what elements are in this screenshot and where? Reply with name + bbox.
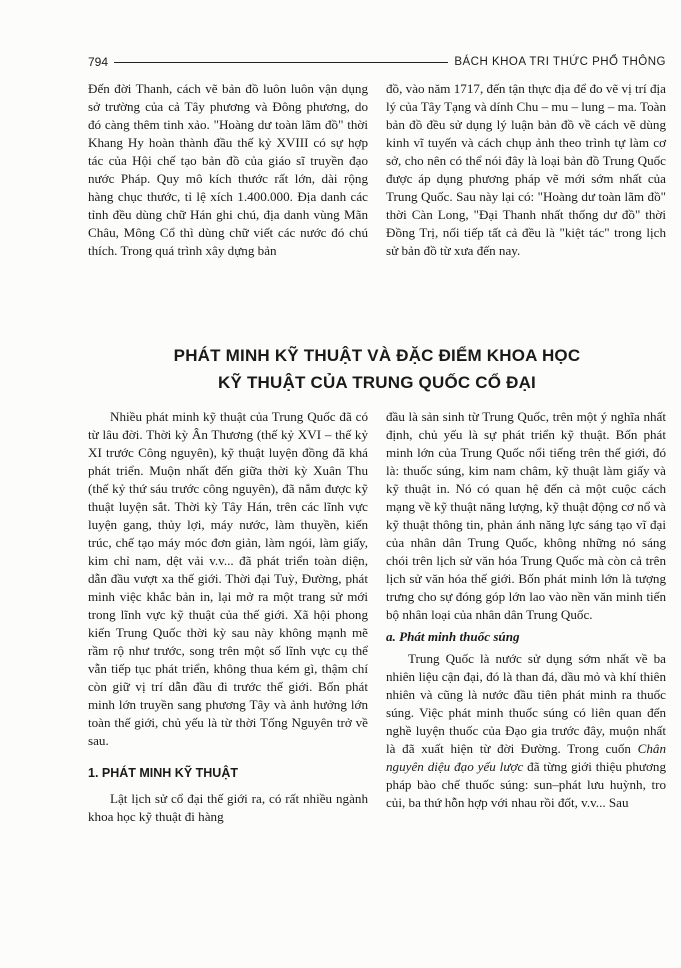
running-title: BÁCH KHOA TRI THỨC PHỔ THÔNG <box>454 56 666 68</box>
top-left-column <box>88 80 368 260</box>
chapter-title-line-1: PHÁT MINH KỸ THUẬT VÀ ĐẶC ĐIỂM KHOA HỌC <box>173 346 581 365</box>
right-body-column <box>386 408 666 812</box>
page-number: 794 <box>88 55 109 69</box>
intro-paragraph: Nhiều phát minh kỹ thuật của Trung Quốc đã có từ lâu đời. Thời kỳ Ân Thương (thế kỷ XVI – thế kỷ XI trước Công nguyên), kỹ thuật luyện đồng đã khá phát triển. Muộn nhất đến giữa thời kỳ Xuân Thu (thế kỷ thứ sáu trước công nguyên), đã nắm được kỹ thuật luyện sắt. Thời kỳ Tây Hán, trên các lĩnh vực luyện gang, thủy lợi, máy nước, làm thuyền, kiến trúc, chế tạo máy móc đơn giản, làm ngói, làm giấy, kim chỉ nam, dệt vải v.v... đã phát triển toàn diện, dẫn đầu vượt xa thế giới. Thời đại Tuỳ, Đường, phát minh việc khắc bản in, lại mở ra một trang sử mới trong lĩnh vực kỹ thuật của thế giới. Xã hội phong kiến Trung Quốc thời kỳ sau này không mạnh mẽ rầm rộ như trước, song trên một số lĩnh vực cụ thể vẫn tiếp tục phát triển, không thua kém gì, thậm chí còn giữ vị trí dẫn đầu đi trước thế giới. Bốn phát minh lớn truyền sang phương Tây và ảnh hưởng lớn toàn thế giới, chủ yếu là từ thời Tống Nguyên trở về sau. <box>88 409 368 748</box>
book-title: Chân nguyên diệu đạo yếu lược <box>386 741 666 774</box>
section-heading: 1. PHÁT MINH KỸ THUẬT <box>88 766 238 780</box>
continuation-paragraph: đầu là sản sinh từ Trung Quốc, trên một ý nghĩa nhất định, chủ yếu là sự phát triển kỹ thuật. Bốn phát minh lớn của Trung Quốc nổi tiếng trên thế giới, đó là: thuốc súng, kim nam châm, kỹ thuật làm giấy và kỹ thuật in. Nó có quan hệ đến cả một cuộc cách mạng về kỹ thuật năng lượng, kỹ thuật động cơ nổ và kỹ thuật thông tin, phản ánh năng lực sáng tạo vĩ đại của nhân dân Trung Quốc, không những nó sáng chói trên lịch sử văn hóa Trung Quốc mà còn cả trên lịch sử văn hóa thế giới. Bốn phát minh lớn là tượng trưng cho sự đóng góp lớn lao vào nền văn minh tiến bộ nhân loại của nhân dân Trung Quốc. <box>386 409 666 622</box>
page-header <box>88 52 666 72</box>
top-right-column <box>386 80 666 260</box>
section-paragraph: Lật lịch sử cổ đại thế giới ra, có rất nhiều ngành khoa học kỹ thuật đi hàng <box>88 791 368 824</box>
gunpowder-text-a: Trung Quốc là nước sử dụng sớm nhất về ba nhiên liệu cận đại, đó là than đá, dầu mỏ và khí thiên nhiên và cũng là nước đầu tiên phát minh ra thuốc súng. Việc phát minh thuốc súng có liên quan đến nghề luyện thuốc của Đạo gia trước đây, muộn nhất là đã xuất hiện từ đời Đường. Trong cuốn <box>386 651 666 756</box>
left-body-column <box>88 408 368 826</box>
gunpowder-text-b: đã từng giới thiệu phương pháp bào chế thuốc súng: sun–phát lưu huỳnh, tro củi, ba thứ hỗn hợp với nhau rồi đốt, v.v... Sau <box>386 759 666 810</box>
subsection-heading: a. Phát minh thuốc súng <box>386 629 520 644</box>
gunpowder-paragraph <box>386 650 666 812</box>
chapter-title-line-2: KỸ THUẬT CỦA TRUNG QUỐC CỔ ĐẠI <box>218 373 536 392</box>
chapter-title <box>88 342 666 396</box>
header-rule <box>114 62 448 63</box>
top-left-paragraph: Đến đời Thanh, cách vẽ bản đồ luôn luôn vận dụng sở trường của cả Tây phương và Đông phương, do đó càng thêm tinh xảo. "Hoàng dư toàn lãm đồ" thời Khang Hy hoàn thành đầu thế kỷ XVIII có sự hợp tác của Hội chế tạo bản đồ của giáo sĩ truyền đạo nước Pháp. Quy mô kích thước rất lớn, dài rộng hàng chục thước, tỉ lệ xích 1.400.000. Địa danh các tỉnh đều dùng chữ Hán ghi chú, địa danh vùng Mãn Châu, Mông Cổ thì dùng chữ viết các nước đó chú thích. Trong quá trình xây dựng bản <box>88 81 368 258</box>
top-right-paragraph: đồ, vào năm 1717, đến tận thực địa để đo vẽ vị trí địa lý của Tây Tạng và dính Chu – mu – lung – ma. Toàn bản đồ đều sử dụng lý luận bản đồ về cách vẽ dùng kinh vĩ tuyến và cách chụp ảnh theo trình tự làm cơ sở, cho nên có thể nói đây là loại bản đồ Trung Quốc được áp dụng phương pháp vẽ mới sớm nhất của Trung Quốc. Sau này lại có: "Hoàng dư toàn lãm đồ" thời Càn Long, "Đại Thanh nhất thống dư đồ" thời Đồng Trị, nối tiếp tất cả đều là "kiệt tác" trong lịch sử bản đồ từ xưa đến nay. <box>386 81 666 258</box>
